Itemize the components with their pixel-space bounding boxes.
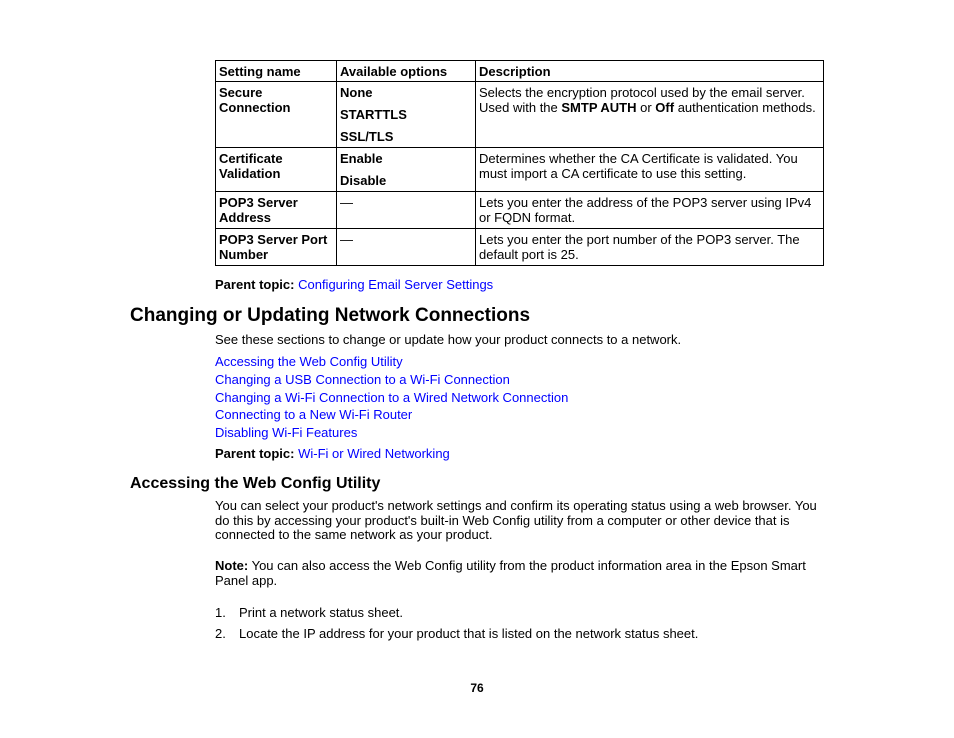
table-row [216, 148, 824, 192]
subsection-body: You can select your product's network settings and confirm its operating status using a web browser. You do this by accessing your product's built-in Web Config utility from a computer or other device that is connected to the same network as your product. [215, 498, 817, 542]
description-bold: Off [655, 100, 675, 115]
parent-topic-link[interactable]: Configuring Email Server Settings [298, 277, 494, 292]
option-value: STARTTLS [340, 107, 407, 122]
step-item [215, 626, 699, 641]
option-value: — [340, 195, 353, 210]
topic-link[interactable]: Changing a USB Connection to a Wi-Fi Connection [215, 371, 510, 387]
settings-table [215, 60, 824, 266]
step-text: Print a network status sheet. [239, 605, 404, 620]
table-header-cell: Available options [337, 61, 476, 82]
description-text: authentication methods. [674, 100, 816, 115]
option-value: Disable [340, 173, 387, 188]
section-intro: See these sections to change or update how your product connects to a network. [215, 332, 682, 347]
options-cell [337, 192, 476, 229]
setting-name-cell: Secure Connection [216, 82, 337, 148]
step-item [215, 605, 404, 620]
option-value: SSL/TLS [340, 129, 394, 144]
table-header-cell: Setting name [216, 61, 337, 82]
table-row [216, 192, 824, 229]
options-cell [337, 229, 476, 266]
note [215, 559, 823, 588]
step-number: 1. [215, 605, 226, 620]
options-cell [337, 148, 476, 192]
description-text: or [636, 100, 656, 115]
description-cell [476, 82, 824, 148]
description-text: Selects the encryption protocol used by the email server. Used with the [479, 85, 805, 115]
topic-link[interactable]: Accessing the Web Config Utility [215, 354, 403, 369]
option-value: Enable [340, 151, 383, 166]
description-cell: Determines whether the CA Certificate is validated. You must import a CA certificate to use this setting. [476, 148, 824, 192]
description-cell: Lets you enter the port number of the POP3 server. The default port is 25. [476, 229, 824, 266]
table-row [216, 229, 824, 266]
option-value: None [340, 85, 373, 100]
topic-link[interactable]: Connecting to a New Wi-Fi Router [215, 407, 413, 423]
parent-topic [215, 446, 450, 461]
options-cell [337, 82, 476, 148]
description-cell: Lets you enter the address of the POP3 server using IPv4 or FQDN format. [476, 192, 824, 229]
topic-link[interactable]: Disabling Wi-Fi Features [215, 425, 358, 441]
parent-topic [215, 277, 493, 292]
section-heading: Changing or Updating Network Connections [130, 305, 531, 326]
setting-name-cell: POP3 Server Address [216, 192, 337, 229]
subsection-heading: Accessing the Web Config Utility [130, 475, 381, 492]
step-text: Locate the IP address for your product that is listed on the network status sheet. [239, 626, 699, 641]
table-row [216, 82, 824, 148]
setting-name-cell: Certificate Validation [216, 148, 337, 192]
description-bold: SMTP AUTH [561, 100, 637, 115]
section-link-list [215, 353, 568, 442]
step-number: 2. [215, 626, 226, 641]
note-text: You can also access the Web Config utility from the product information area in the Epson Smart Panel app. [215, 558, 806, 588]
page-number: 76 [470, 681, 484, 695]
note-label: Note: [215, 558, 249, 573]
setting-name-cell: POP3 Server Port Number [216, 229, 337, 266]
parent-topic-label: Parent topic: [215, 277, 295, 292]
table-header-row [216, 61, 824, 82]
parent-topic-link[interactable]: Wi-Fi or Wired Networking [298, 446, 450, 461]
table-header-cell: Description [476, 61, 824, 82]
parent-topic-label: Parent topic: [215, 446, 295, 461]
topic-link[interactable]: Changing a Wi-Fi Connection to a Wired Network Connection [215, 389, 569, 405]
option-value: — [340, 232, 353, 247]
